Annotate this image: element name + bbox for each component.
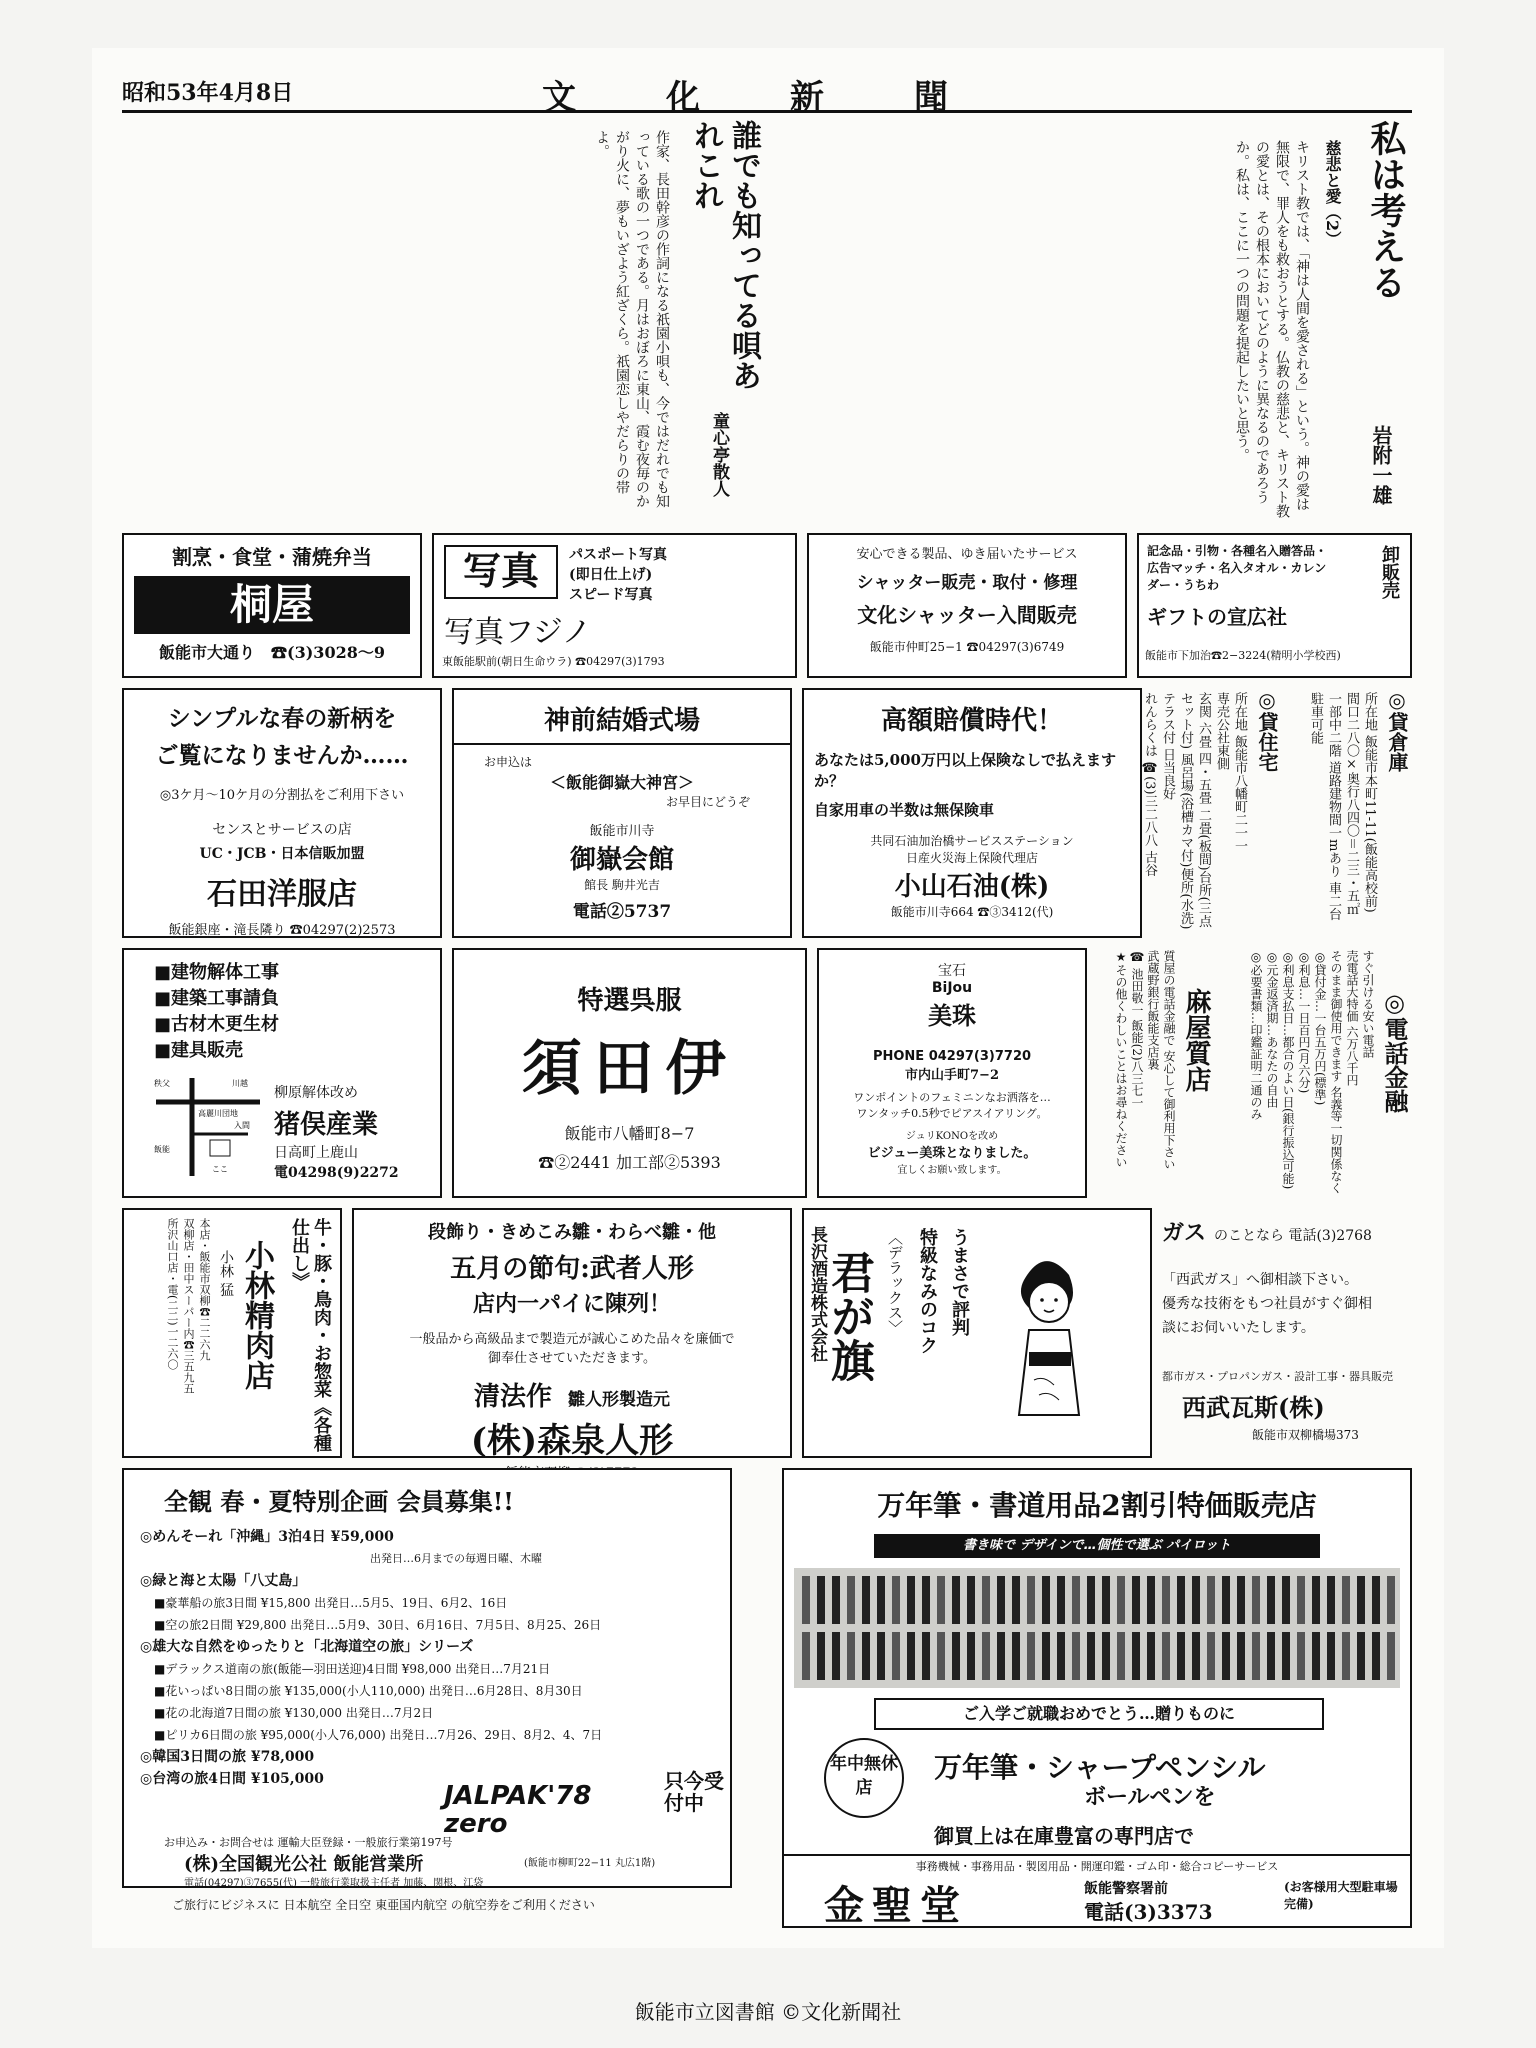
ad-senkosha <box>1137 533 1412 678</box>
pen-image <box>1342 1576 1350 1624</box>
pen-image <box>1177 1632 1185 1680</box>
photo-item-passport: パスポート写真 <box>569 547 667 563</box>
pen-image <box>1387 1632 1395 1680</box>
pen-image <box>922 1576 930 1624</box>
pen-image <box>967 1576 975 1624</box>
ad-ishida-tailor <box>122 688 442 938</box>
morisen-copy: 一般品から高級品まで製造元が誠心こめた品々を廉価で御奉仕させていただきます。 <box>409 1332 735 1366</box>
kobayashi-owner: 小林 猛 <box>218 1250 234 1297</box>
ad-bijou <box>817 948 1087 1198</box>
travel-line-2: 出発日…6月までの毎週日曜、木曜 <box>370 1552 542 1565</box>
inomata-name: 猪俣産業 <box>274 1110 379 1140</box>
pen-image <box>967 1632 975 1680</box>
ad-morisen-ningyo <box>352 1208 792 1461</box>
pen-services: 事務機械・事務用品・製図用品・開運印鑑・ゴム印・総合コピーサービス <box>915 1860 1279 1873</box>
pen-image <box>1237 1576 1245 1624</box>
travel-contact: お申込み・お問合せは 運輸大臣登録・一般旅行業第197号 <box>164 1836 453 1849</box>
oyama-insurance: 日産火災海上保険代理店 <box>905 851 1038 865</box>
rent-jutaku-title: ◎貸住宅 <box>1255 688 1279 772</box>
pen-items-1: 万年筆・シャープペンシル <box>934 1751 1266 1784</box>
pen-image <box>907 1576 915 1624</box>
kekkon-shrine: ＜飯能御嶽大神宮＞ <box>549 773 694 792</box>
photo-mark: 写真 <box>444 545 558 599</box>
shutter-services: シャッター販売・取付・修理 <box>856 573 1078 593</box>
rent-soko-body: 所在地 飯能市本町11-11(飯能高校前) 間口二八〇×奥行八四〇＝二三・五㎡ 一部中二階 道路建物間一mあり 車二台駐車可能 <box>1308 692 1377 921</box>
pen-image <box>907 1632 915 1680</box>
travel-line-3: ◎緑と海と太陽「八丈島」 <box>140 1573 307 1589</box>
inomata-tel: 電04298(9)2272 <box>274 1165 399 1181</box>
asaya-name: 麻屋質店 <box>1181 988 1211 1092</box>
pen-image <box>1297 1576 1305 1624</box>
kekkon-tel: 電話②5737 <box>572 902 672 922</box>
pen-image <box>1072 1632 1080 1680</box>
masthead <box>122 70 1412 118</box>
gas-line-3: 談にお伺いいたします。 <box>1162 1320 1315 1336</box>
pen-image <box>1057 1632 1065 1680</box>
pen-image <box>817 1576 825 1624</box>
oyama-title: 高額賠償時代！ <box>880 706 1063 736</box>
pen-image <box>1327 1632 1335 1680</box>
ad-seibu-gas <box>1162 1208 1412 1458</box>
kiriya-name: 桐屋 <box>134 576 410 634</box>
suda-name: 須田伊 <box>521 1034 738 1104</box>
pen-image <box>1012 1632 1020 1680</box>
senko-role: 卸販売 <box>1379 545 1400 599</box>
pen-image <box>1027 1632 1035 1680</box>
pen-image <box>832 1632 840 1680</box>
essay-subtitle: 慈悲と愛（2） <box>1323 140 1342 248</box>
pen-image <box>1267 1576 1275 1624</box>
pen-image <box>982 1632 990 1680</box>
gas-line-2: 優秀な技術をもつ社員がすぐ御相 <box>1162 1296 1372 1312</box>
oyama-question-2: 自家用車の半数は無保険車 <box>814 801 995 819</box>
kimono-woman-illustration <box>994 1240 1094 1420</box>
pen-image <box>1222 1576 1230 1624</box>
travel-line-11: ◎韓国3日間の旅 ¥78,000 <box>140 1749 315 1765</box>
pen-banner: 書き味で デザインで…個性で選ぶ パイロット <box>874 1534 1320 1558</box>
travel-tel: 電話(04297)③7655(代) 一般旅行業取扱主任者 加藤、関根、江袋 <box>184 1878 484 1889</box>
travel-line-1: ◎めんそーれ「沖縄」3泊4日 ¥59,000 <box>140 1529 394 1545</box>
bijou-greeting: 宜しくお願い致します。 <box>897 1165 1007 1176</box>
pen-image <box>1192 1632 1200 1680</box>
pen-location: 飯能警察署前 <box>1084 1881 1168 1897</box>
pen-image <box>1372 1632 1380 1680</box>
essay-author: 岩附一雄 <box>1369 425 1393 505</box>
inomata-address: 日高町上鹿山 <box>274 1145 358 1161</box>
rent-jutaku-body: 所在地 飯能市八幡町二一一 専売公社東側 玄関 六畳 四・五畳 二畳(板間)台所(三点セット付) 風呂場(浴槽カマ付)便所(水洗) テラス付 日当良好 れんらくは ☎(3)三二八八 古谷 <box>1142 692 1247 930</box>
kekkon-soon: お早目にどうぞ <box>665 795 750 809</box>
pen-image <box>1312 1576 1320 1624</box>
senko-name: ギフトの宣広社 <box>1147 605 1287 629</box>
travel-accept: 只今受付中 <box>664 1769 724 1815</box>
pen-image <box>1282 1576 1290 1624</box>
pen-image <box>1057 1576 1065 1624</box>
pen-image <box>1297 1632 1305 1680</box>
inomata-map <box>152 1072 264 1182</box>
pen-image <box>817 1632 825 1680</box>
bijou-latin: BiJou <box>931 980 973 996</box>
ad-kiriya <box>122 533 422 678</box>
travel-line-4: ■豪華船の旅3日間 ¥15,800 出発日…5月5、19日、6月2、16日 <box>154 1596 508 1610</box>
map-label-danchi: 高麗川団地 <box>198 1109 238 1118</box>
travel-line-12: ◎台湾の旅4日間 ¥105,000 <box>140 1771 324 1787</box>
inomata-item-3: ■古材木更生材 <box>154 1014 280 1035</box>
bijou-name: 美珠 <box>928 1001 976 1030</box>
gas-name: 西武瓦斯(株) <box>1182 1393 1325 1422</box>
travel-line-8: ■花いっぱい8日間の旅 ¥135,000(小人110,000) 出発日…6月28日、8月30日 <box>154 1684 583 1698</box>
pen-image <box>1327 1576 1335 1624</box>
bijou-kind: 宝石 <box>938 963 966 979</box>
ad-kimigahata-sake <box>802 1208 1152 1458</box>
travel-line-7: ■デラックス道南の旅(飯能—羽田送迎)4日間 ¥98,000 出発日…7月21日 <box>154 1662 551 1676</box>
sake-name: 君が旗 <box>823 1250 874 1382</box>
oyama-station: 共同石油加治橋サービスステーション <box>870 834 1074 848</box>
pen-image <box>1267 1632 1275 1680</box>
kiriya-services: 割烹・食堂・蒲焼弁当 <box>172 545 372 569</box>
shutter-address: 飯能市仲町25−1 ☎04297(3)6749 <box>869 640 1065 654</box>
pen-image <box>952 1576 960 1624</box>
ad-rentals <box>1142 688 1412 938</box>
essay-body: キリスト教では、「神は人間を愛される」という。神の愛は無限で、罪人をも救おうとする。仏教の慈悲と、キリスト教の愛とは、その根本においてどのように異なるのであろうか。私は、ここに一つの問題を提起したいと思う。 <box>1234 140 1310 518</box>
shutter-name: 文化シャッター入間販売 <box>857 603 1077 627</box>
song-body: 作家、長田幹彦の作詞になる祇園小唄も、今ではだれでも知っている歌の一つである。月はおぼろに東山、霞む夜毎のかがり火に、夢もいざよう紅ざくら。祇園恋しやだらりの帯よ。 <box>594 130 670 508</box>
kekkon-location: 飯能市川寺 <box>589 824 655 839</box>
bijou-copy-1: ワンポイントのフェミニンなお洒落を… <box>853 1091 1051 1104</box>
gas-address: 飯能市双柳橋場373 <box>1252 1428 1359 1442</box>
inomata-item-4: ■建具販売 <box>154 1040 244 1061</box>
travel-line-6: ◎雄大な自然をゆったりと「北海道空の旅」シリーズ <box>140 1639 474 1655</box>
pen-image <box>1147 1632 1155 1680</box>
ad-bunka-shutter <box>807 533 1127 678</box>
pen-image <box>982 1576 990 1624</box>
pen-image <box>1312 1632 1320 1680</box>
kekkon-title: 神前結婚式場 <box>454 700 790 745</box>
photo-address: 東飯能駅前(朝日生命ウラ) ☎04297(3)1793 <box>442 655 665 668</box>
ad-kobayashi-meat <box>122 1208 342 1458</box>
travel-jalpak-logo: JALPAK'78 zero <box>444 1781 592 1839</box>
denwa-title: ◎電話金融 <box>1380 988 1409 1113</box>
oyama-name: 小山石油(株) <box>894 872 1050 902</box>
pen-image <box>1027 1576 1035 1624</box>
essay-title: 私は考える <box>1365 120 1407 300</box>
pen-image <box>877 1632 885 1680</box>
ishida-cards: UC・JCB・日本信販加盟 <box>199 846 365 862</box>
pen-image <box>1012 1576 1020 1624</box>
pen-image <box>892 1576 900 1624</box>
pen-image <box>832 1576 840 1624</box>
pen-image <box>937 1632 945 1680</box>
pen-image <box>1162 1576 1170 1624</box>
oyama-address: 飯能市川寺664 ☎③3412(代) <box>890 905 1054 919</box>
pen-image <box>997 1576 1005 1624</box>
ad-ontake-kaikan <box>452 688 792 938</box>
sake-slogan-2: 特級なみのコク <box>917 1228 938 1354</box>
bijou-address: 市内山手町7−2 <box>905 1068 999 1083</box>
travel-title: 全観 春・夏特別企画 会員募集!! <box>164 1487 514 1516</box>
inomata-item-1: ■建物解体工事 <box>154 962 280 983</box>
pen-image <box>1042 1576 1050 1624</box>
travel-line-5: ■空の旅2日間 ¥29,800 出発日…5月9、30日、6月16日、7月5日、8月25、26日 <box>154 1618 602 1632</box>
pen-items-2: ボールペンを <box>1084 1784 1216 1810</box>
suda-tel: ☎②2441 加工部②5393 <box>538 1153 721 1172</box>
pen-image <box>1387 1576 1395 1624</box>
photo-item-sameday: (即日仕上げ) <box>569 567 653 583</box>
ad-asaya <box>1095 948 1215 1198</box>
pen-image <box>1357 1576 1365 1624</box>
map-label-kawagoe: 川越 <box>232 1079 248 1088</box>
suda-title: 特選呉服 <box>577 986 682 1016</box>
senko-items: 記念品・引物・各種名入贈答品・広告マッチ・名入タオル・カレンダー・うちわ <box>1147 544 1328 592</box>
pen-title: 万年筆・書道用品2割引特価販売店 <box>877 1489 1317 1522</box>
ad-kinseido <box>782 1468 1412 1928</box>
pen-parking: (お客様用大型駐車場完備) <box>1284 1880 1398 1911</box>
newspaper-page <box>92 48 1444 1948</box>
morisen-name: (株)森泉人形 <box>470 1421 674 1461</box>
pen-image <box>1117 1576 1125 1624</box>
pen-copy: 御買上は在庫豊富の専門店で <box>934 1824 1194 1848</box>
gas-services: 都市ガス・プロパンガス・設計工事・器具販売 <box>1162 1370 1393 1383</box>
ad-denwa-kinyu <box>1220 948 1412 1198</box>
pen-image <box>922 1632 930 1680</box>
kobayashi-items: 牛・豚・鳥肉・お惣菜《各種仕出し》 <box>289 1218 332 1452</box>
pen-image <box>892 1632 900 1680</box>
map-label-hanno: 飯能 <box>154 1145 170 1154</box>
kekkon-apply: お申込は <box>484 755 533 769</box>
ad-photo-fujino <box>432 533 797 678</box>
song-author: 童心亭散人 <box>709 412 729 497</box>
ad-zenkoku-kanko <box>122 1468 732 1888</box>
gas-line-1: 「西武ガス」へ御相談下さい。 <box>1162 1272 1358 1288</box>
pen-image <box>1222 1632 1230 1680</box>
pen-image <box>847 1576 855 1624</box>
senko-address: 飯能市下加治☎2−3224(精明小学校西) <box>1145 649 1341 662</box>
pen-tel: 電話(3)3373 <box>1084 1900 1213 1924</box>
bijou-phone: PHONE 04297(3)7720 <box>872 1049 1032 1064</box>
kobayashi-name: 小林精肉店 <box>239 1240 274 1390</box>
song-title: 誰でも知ってる唄あれこれ <box>688 120 761 390</box>
map-label-here: ここ <box>212 1165 228 1174</box>
travel-name: (株)全国観光公社 飯能営業所 <box>184 1854 424 1875</box>
ishida-headline-2: ご覧になりませんか…… <box>155 742 409 769</box>
pen-image <box>1252 1576 1260 1624</box>
pen-image <box>1117 1632 1125 1680</box>
morisen-sub: 店内一パイに陳列！ <box>472 1291 671 1317</box>
gas-title: ガス <box>1162 1221 1207 1246</box>
pen-image <box>802 1576 810 1624</box>
inomata-sub: 柳原解体改め <box>274 1085 358 1101</box>
travel-line-10: ■ピリカ6日間の旅 ¥95,000(小人76,000) 出発日…7月26、29日、8月2、4、7日 <box>154 1728 603 1742</box>
pen-image <box>1207 1632 1215 1680</box>
pen-image <box>1372 1576 1380 1624</box>
ishida-tagline: センスとサービスの店 <box>212 822 352 838</box>
pen-image <box>997 1632 1005 1680</box>
ishida-plan: ◎3ケ月〜10ケ月の分割払をご利用下さい <box>159 788 405 803</box>
rent-soko-title: ◎貸倉庫 <box>1385 688 1409 772</box>
pen-image <box>1132 1632 1140 1680</box>
morisen-maker: 清法作 <box>473 1382 552 1412</box>
sake-slogan-1: うまさで評判 <box>949 1228 970 1336</box>
map-label-iruma: 入間 <box>234 1121 250 1130</box>
bijou-copy-2: ワンタッチ0.5秒でピアスイアリング。 <box>856 1107 1048 1120</box>
pen-image <box>1042 1632 1050 1680</box>
ishida-name: 石田洋服店 <box>207 877 357 912</box>
pen-open-badge: 年中無休店 <box>824 1738 904 1818</box>
kiriya-tel: ☎(3)3028〜9 <box>271 643 385 662</box>
asaya-body: 質屋の電話金融で 安心して御利用下さい 武蔵野銀行飯能支店裏 ☎ 池田敬一 飯能(2)八三七一 ★その他くわしいことはお尋ねください <box>1114 950 1176 1170</box>
paper-title: 文化新聞 <box>542 78 1038 118</box>
morisen-title: 五月の節句:武者人形 <box>450 1254 694 1284</box>
bijou-note: ジュリKONOを改め <box>905 1131 999 1142</box>
suda-address: 飯能市八幡町8−7 <box>564 1124 695 1143</box>
pen-image <box>862 1632 870 1680</box>
travel-airlines: ご旅行にビジネスに 日本航空 全日空 東亜国内航空 の航空券をご利用ください <box>172 1898 595 1912</box>
pen-image <box>1132 1576 1140 1624</box>
pen-image <box>1087 1632 1095 1680</box>
pen-image <box>1357 1632 1365 1680</box>
issue-date: 昭和53年4月8日 <box>122 80 294 106</box>
pen-image <box>1237 1632 1245 1680</box>
travel-line-9: ■花の北海道7日間の旅 ¥130,000 出発日…7月2日 <box>154 1706 434 1720</box>
inomata-item-2: ■建築工事請負 <box>154 988 280 1009</box>
ad-sudai-gofuku <box>452 948 807 1198</box>
oyama-question-1: あなたは5,000万円以上保険なしで払えますか？ <box>814 751 1116 790</box>
column-songs <box>122 120 762 525</box>
kiriya-address: 飯能市大通り <box>159 643 256 662</box>
pen-image <box>1162 1632 1170 1680</box>
ad-inomata <box>122 948 442 1198</box>
pen-gift: ご入学ご就職おめでとう…贈りものに <box>874 1698 1324 1730</box>
pen-image <box>1102 1576 1110 1624</box>
kobayashi-branches: 本店・飯能市双柳☎二二六九 双柳店・田中スーパー内☎三五九五 所沢山口店・電(二二)一二六〇 <box>166 1218 211 1394</box>
column-essay <box>772 120 1412 525</box>
pen-shop-name: 金聖堂 <box>824 1882 968 1929</box>
archive-credit: 飯能市立図書館 ©文化新聞社 <box>634 2000 902 2024</box>
ishida-headline-1: シンプルな春の新柄を <box>167 705 397 732</box>
travel-address: (飯能市柳町22−11 丸広1階) <box>524 1858 656 1869</box>
pen-image <box>802 1632 810 1680</box>
photo-shop-name: 写真フジノ <box>444 615 592 650</box>
shutter-tagline: 安心できる製品、ゆき届いたサービス <box>856 547 1078 562</box>
pen-image <box>937 1576 945 1624</box>
pen-image <box>1102 1632 1110 1680</box>
kekkon-name: 御嶽会館 <box>569 845 674 875</box>
pen-image <box>952 1632 960 1680</box>
ishida-address: 飯能銀座・滝長隣り ☎04297(2)2573 <box>168 923 396 938</box>
pen-image <box>847 1632 855 1680</box>
pen-image <box>1192 1576 1200 1624</box>
pen-image <box>1252 1632 1260 1680</box>
pen-image <box>1207 1576 1215 1624</box>
denwa-body: すぐ引ける安い電話 売電話大特価 六万八千円 そのまま御使用できます 名義等一切関係なく ◎貸付金…一台五万円(標準) ◎利息…一日百円(月六分) ◎利息支払日…都合のよい日(銀行振込可能) ◎元金返済期…あなたの自由 ◎必要書類…印鑑証明二通のみ <box>1249 950 1375 1194</box>
pen-image <box>877 1576 885 1624</box>
ad-koyama-oil <box>802 688 1142 938</box>
pen-image <box>1177 1576 1185 1624</box>
pen-image <box>1342 1632 1350 1680</box>
photo-item-speed: スピード写真 <box>569 587 653 603</box>
morisen-top: 段飾り・きめこみ雛・わらべ雛・他 <box>428 1222 716 1243</box>
sake-deluxe: 〈デラックス〉 <box>886 1230 904 1335</box>
pen-image <box>1147 1576 1155 1624</box>
sake-maker: 長沢酒造株式会社 <box>807 1226 827 1362</box>
pen-image <box>1072 1576 1080 1624</box>
gas-tel: のことなら 電話(3)2768 <box>1214 1228 1372 1244</box>
pen-image <box>862 1576 870 1624</box>
map-label-chichibu: 秩父 <box>154 1079 170 1088</box>
morisen-role: 雛人形製造元 <box>568 1390 671 1410</box>
kekkon-chief: 館長 駒井光吉 <box>584 878 660 892</box>
bijou-new-name: ビジュー美珠となりました。 <box>867 1146 1037 1161</box>
pen-display-photo <box>794 1568 1400 1688</box>
pen-image <box>1282 1632 1290 1680</box>
pen-image <box>1087 1576 1095 1624</box>
